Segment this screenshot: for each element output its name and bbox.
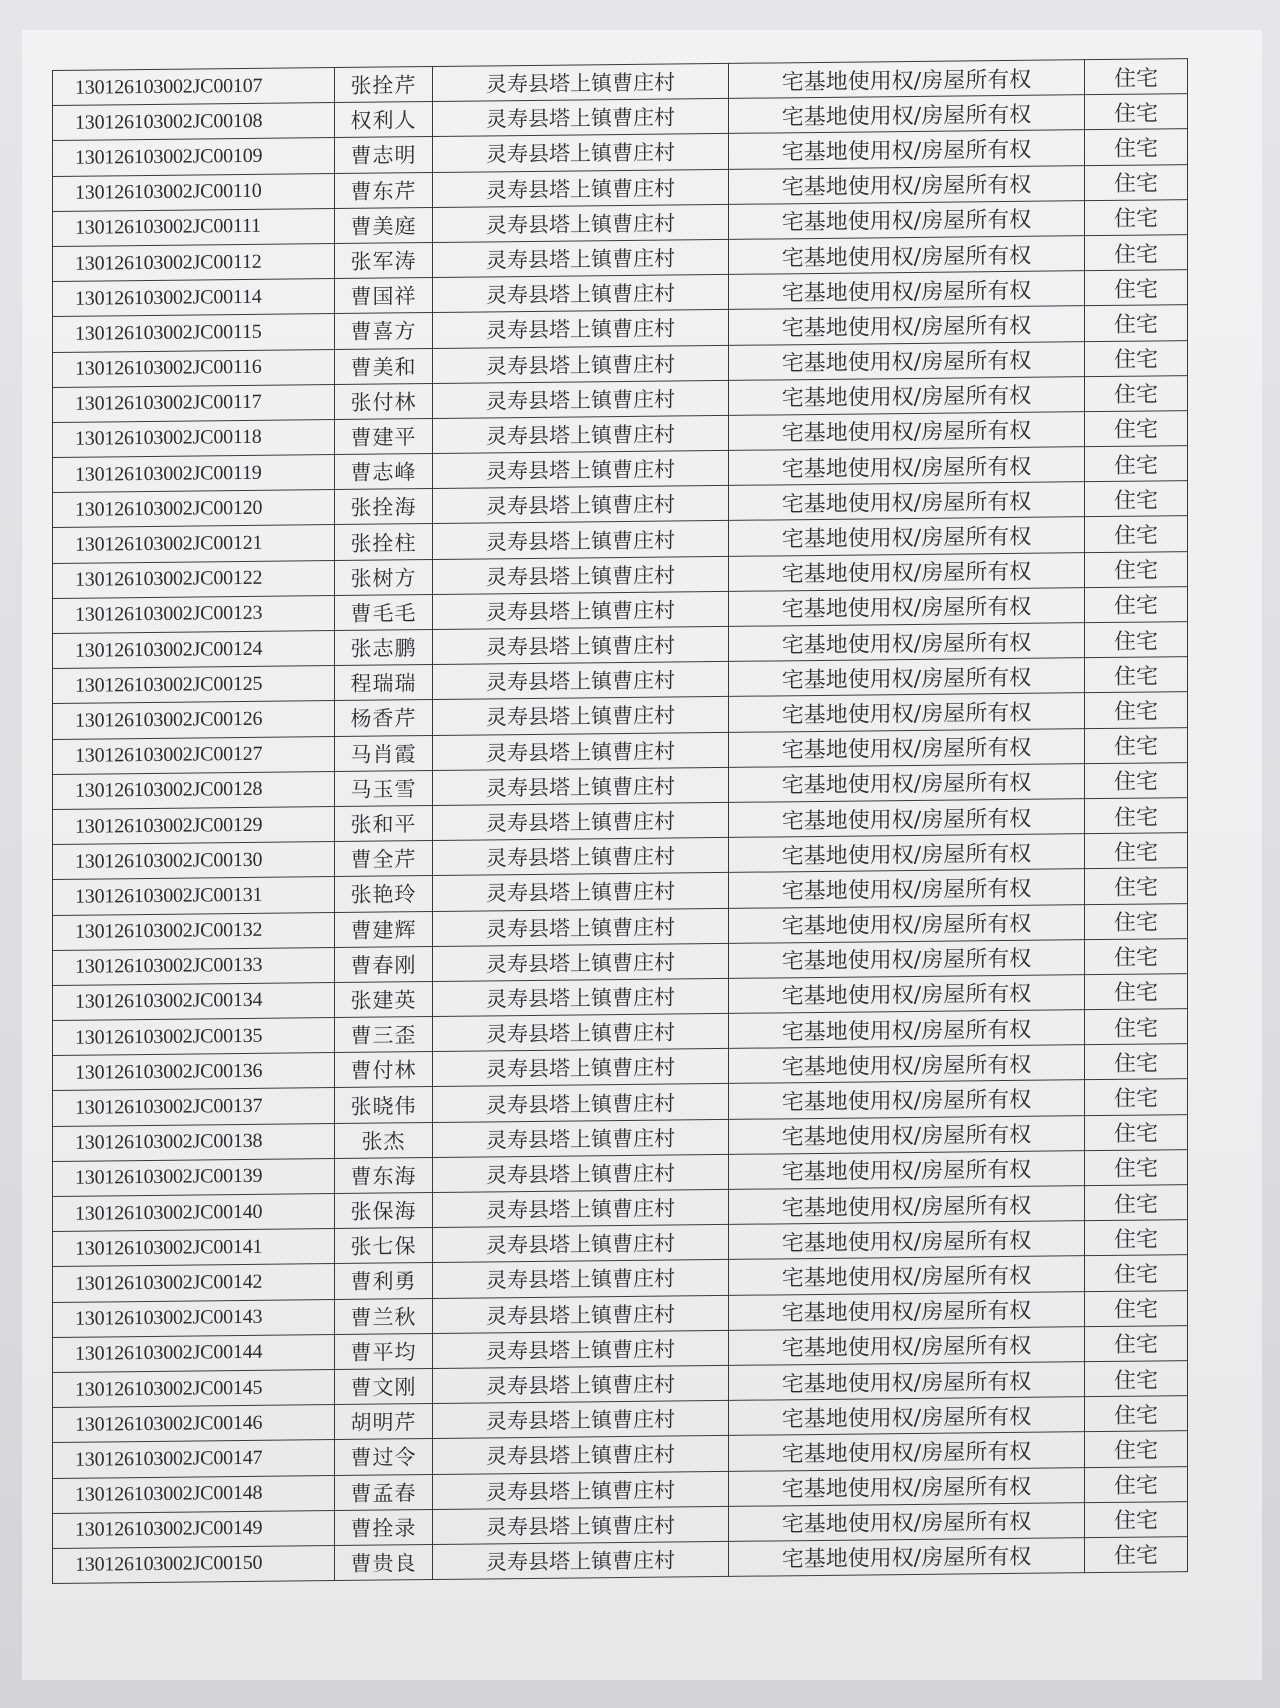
owner-name-cell: 曹兰秋 [335, 1298, 433, 1334]
land-use-cell: 住宅 [1085, 270, 1188, 306]
cadastral-code-cell: 130126103002JC00111 [53, 208, 335, 246]
right-type-cell: 宅基地使用权/房屋所有权 [729, 763, 1085, 802]
owner-name-cell: 曹美和 [335, 348, 433, 384]
cadastral-code-cell: 130126103002JC00134 [53, 982, 335, 1020]
right-type-cell: 宅基地使用权/房屋所有权 [729, 1502, 1085, 1541]
land-use-cell: 住宅 [1085, 727, 1188, 763]
right-type-cell: 宅基地使用权/房屋所有权 [729, 834, 1085, 873]
right-type-cell: 宅基地使用权/房屋所有权 [729, 412, 1085, 451]
right-type-cell: 宅基地使用权/房屋所有权 [729, 447, 1085, 486]
cadastral-code-cell: 130126103002JC00146 [53, 1405, 335, 1443]
location-cell: 灵寿县塔上镇曹庄村 [433, 275, 729, 313]
land-use-cell: 住宅 [1085, 1536, 1188, 1572]
cadastral-code-cell: 130126103002JC00122 [53, 560, 335, 598]
location-cell: 灵寿县塔上镇曹庄村 [433, 310, 729, 348]
location-cell: 灵寿县塔上镇曹庄村 [433, 345, 729, 383]
right-type-cell: 宅基地使用权/房屋所有权 [729, 939, 1085, 978]
location-cell: 灵寿县塔上镇曹庄村 [433, 1154, 729, 1192]
right-type-cell: 宅基地使用权/房屋所有权 [729, 130, 1085, 169]
location-cell: 灵寿县塔上镇曹庄村 [433, 978, 729, 1016]
location-cell: 灵寿县塔上镇曹庄村 [433, 1225, 729, 1263]
cadastral-code-cell: 130126103002JC00120 [53, 490, 335, 528]
cadastral-code-cell: 130126103002JC00143 [53, 1299, 335, 1337]
land-use-cell: 住宅 [1085, 938, 1188, 974]
cadastral-code-cell: 130126103002JC00115 [53, 314, 335, 352]
land-use-cell: 住宅 [1085, 164, 1188, 200]
owner-name-cell: 张军涛 [335, 242, 433, 278]
land-use-cell: 住宅 [1085, 1149, 1188, 1185]
location-cell: 灵寿县塔上镇曹庄村 [433, 1295, 729, 1333]
location-cell: 灵寿县塔上镇曹庄村 [433, 626, 729, 664]
owner-name-cell: 马肖霞 [335, 735, 433, 771]
location-cell: 灵寿县塔上镇曹庄村 [433, 838, 729, 876]
land-use-cell: 住宅 [1085, 410, 1188, 446]
location-cell: 灵寿县塔上镇曹庄村 [433, 1189, 729, 1227]
land-use-cell: 住宅 [1085, 1466, 1188, 1502]
right-type-cell: 宅基地使用权/房屋所有权 [729, 1397, 1085, 1436]
right-type-cell: 宅基地使用权/房屋所有权 [729, 341, 1085, 380]
cadastral-code-cell: 130126103002JC00148 [53, 1475, 335, 1513]
table-body [53, 59, 1188, 1584]
cadastral-code-cell: 130126103002JC00135 [53, 1018, 335, 1056]
right-type-cell: 宅基地使用权/房屋所有权 [729, 271, 1085, 310]
location-cell: 灵寿县塔上镇曹庄村 [433, 1330, 729, 1368]
location-cell: 灵寿县塔上镇曹庄村 [433, 662, 729, 700]
location-cell: 灵寿县塔上镇曹庄村 [433, 134, 729, 172]
cadastral-code-cell: 130126103002JC00112 [53, 243, 335, 281]
land-use-cell: 住宅 [1085, 1255, 1188, 1291]
cadastral-code-cell: 130126103002JC00147 [53, 1440, 335, 1478]
right-type-cell: 宅基地使用权/房屋所有权 [729, 1538, 1085, 1577]
cadastral-code-cell: 130126103002JC00137 [53, 1088, 335, 1126]
cadastral-code-cell: 130126103002JC00107 [53, 68, 335, 106]
cadastral-code-cell: 130126103002JC00132 [53, 912, 335, 950]
right-type-cell: 宅基地使用权/房屋所有权 [729, 200, 1085, 239]
location-cell: 灵寿县塔上镇曹庄村 [433, 1401, 729, 1439]
cadastral-code-cell: 130126103002JC00109 [53, 138, 335, 176]
right-type-cell: 宅基地使用权/房屋所有权 [729, 799, 1085, 838]
right-type-cell: 宅基地使用权/房屋所有权 [729, 60, 1085, 99]
land-use-cell: 住宅 [1085, 973, 1188, 1009]
land-use-cell: 住宅 [1085, 1431, 1188, 1467]
owner-name-cell: 曹建平 [335, 418, 433, 454]
right-type-cell: 宅基地使用权/房屋所有权 [729, 728, 1085, 767]
cadastral-code-cell: 130126103002JC00116 [53, 349, 335, 387]
owner-name-cell: 曹贵良 [335, 1544, 433, 1580]
cadastral-code-cell: 130126103002JC00127 [53, 736, 335, 774]
owner-name-cell: 张付林 [335, 383, 433, 419]
right-type-cell: 宅基地使用权/房屋所有权 [729, 623, 1085, 662]
location-cell: 灵寿县塔上镇曹庄村 [433, 99, 729, 137]
land-use-cell: 住宅 [1085, 692, 1188, 728]
right-type-cell: 宅基地使用权/房屋所有权 [729, 1467, 1085, 1506]
location-cell: 灵寿县塔上镇曹庄村 [433, 1084, 729, 1122]
land-use-cell: 住宅 [1085, 1220, 1188, 1256]
cadastral-code-cell: 130126103002JC00136 [53, 1053, 335, 1091]
right-type-cell: 宅基地使用权/房屋所有权 [729, 1186, 1085, 1225]
cadastral-code-cell: 130126103002JC00145 [53, 1369, 335, 1407]
cadastral-code-cell: 130126103002JC00110 [53, 173, 335, 211]
land-use-cell: 住宅 [1085, 1044, 1188, 1080]
cadastral-code-cell: 130126103002JC00133 [53, 947, 335, 985]
location-cell: 灵寿县塔上镇曹庄村 [433, 1013, 729, 1051]
right-type-cell: 宅基地使用权/房屋所有权 [729, 693, 1085, 732]
owner-name-cell: 曹平均 [335, 1333, 433, 1369]
owner-name-cell: 曹志明 [335, 137, 433, 173]
owner-name-cell: 曹文刚 [335, 1368, 433, 1404]
owner-name-cell: 曹国祥 [335, 278, 433, 314]
owner-name-cell: 曹毛毛 [335, 594, 433, 630]
location-cell: 灵寿县塔上镇曹庄村 [433, 802, 729, 840]
owner-name-cell: 张保海 [335, 1193, 433, 1229]
land-use-cell: 住宅 [1085, 199, 1188, 235]
location-cell: 灵寿县塔上镇曹庄村 [433, 1471, 729, 1509]
land-use-cell: 住宅 [1085, 586, 1188, 622]
right-type-cell: 宅基地使用权/房屋所有权 [729, 658, 1085, 697]
right-type-cell: 宅基地使用权/房屋所有权 [729, 165, 1085, 204]
owner-name-cell: 曹付林 [335, 1052, 433, 1088]
land-use-cell: 住宅 [1085, 798, 1188, 834]
right-type-cell: 宅基地使用权/房屋所有权 [729, 1150, 1085, 1189]
owner-name-cell: 张晓伟 [335, 1087, 433, 1123]
land-use-cell: 住宅 [1085, 551, 1188, 587]
right-type-cell: 宅基地使用权/房屋所有权 [729, 1080, 1085, 1119]
cadastral-code-cell: 130126103002JC00129 [53, 806, 335, 844]
land-use-cell: 住宅 [1085, 833, 1188, 869]
right-type-cell: 宅基地使用权/房屋所有权 [729, 95, 1085, 134]
owner-name-cell: 曹三歪 [335, 1017, 433, 1053]
cadastral-code-cell: 130126103002JC00125 [53, 666, 335, 704]
owner-name-cell: 张拴柱 [335, 524, 433, 560]
cadastral-code-cell: 130126103002JC00124 [53, 631, 335, 669]
right-type-cell: 宅基地使用权/房屋所有权 [729, 1326, 1085, 1365]
cadastral-code-cell: 130126103002JC00119 [53, 455, 335, 493]
location-cell: 灵寿县塔上镇曹庄村 [433, 908, 729, 946]
right-type-cell: 宅基地使用权/房屋所有权 [729, 1291, 1085, 1330]
land-use-cell: 住宅 [1085, 868, 1188, 904]
right-type-cell: 宅基地使用权/房屋所有权 [729, 1045, 1085, 1084]
owner-name-cell: 张拴芹 [335, 67, 433, 103]
owner-name-cell: 杨香芹 [335, 700, 433, 736]
owner-name-cell: 张七保 [335, 1228, 433, 1264]
land-use-cell: 住宅 [1085, 516, 1188, 552]
right-type-cell: 宅基地使用权/房屋所有权 [729, 975, 1085, 1014]
land-use-cell: 住宅 [1085, 1501, 1188, 1537]
location-cell: 灵寿县塔上镇曹庄村 [433, 63, 729, 101]
land-use-cell: 住宅 [1085, 94, 1188, 130]
location-cell: 灵寿县塔上镇曹庄村 [433, 1049, 729, 1087]
land-use-cell: 住宅 [1085, 1185, 1188, 1221]
land-use-cell: 住宅 [1085, 129, 1188, 165]
owner-name-cell: 马玉雪 [335, 770, 433, 806]
location-cell: 灵寿县塔上镇曹庄村 [433, 767, 729, 805]
property-rights-table [52, 58, 1188, 1584]
cadastral-code-cell: 130126103002JC00128 [53, 771, 335, 809]
location-cell: 灵寿县塔上镇曹庄村 [433, 486, 729, 524]
land-use-cell: 住宅 [1085, 1114, 1188, 1150]
right-type-cell: 宅基地使用权/房屋所有权 [729, 587, 1085, 626]
right-type-cell: 宅基地使用权/房屋所有权 [729, 1432, 1085, 1471]
owner-name-cell: 曹建辉 [335, 911, 433, 947]
right-type-cell: 宅基地使用权/房屋所有权 [729, 482, 1085, 521]
owner-name-cell: 权利人 [335, 102, 433, 138]
cadastral-code-cell: 130126103002JC00144 [53, 1334, 335, 1372]
land-use-cell: 住宅 [1085, 1396, 1188, 1432]
cadastral-code-cell: 130126103002JC00123 [53, 595, 335, 633]
cadastral-code-cell: 130126103002JC00142 [53, 1264, 335, 1302]
location-cell: 灵寿县塔上镇曹庄村 [433, 239, 729, 277]
right-type-cell: 宅基地使用权/房屋所有权 [729, 306, 1085, 345]
right-type-cell: 宅基地使用权/房屋所有权 [729, 1221, 1085, 1260]
owner-name-cell: 张艳玲 [335, 876, 433, 912]
cadastral-code-cell: 130126103002JC00117 [53, 384, 335, 422]
land-use-cell: 住宅 [1085, 1325, 1188, 1361]
location-cell: 灵寿县塔上镇曹庄村 [433, 380, 729, 418]
location-cell: 灵寿县塔上镇曹庄村 [433, 204, 729, 242]
land-use-cell: 住宅 [1085, 59, 1188, 95]
cadastral-code-cell: 130126103002JC00149 [53, 1510, 335, 1548]
cadastral-code-cell: 130126103002JC00139 [53, 1158, 335, 1196]
cadastral-code-cell: 130126103002JC00108 [53, 103, 335, 141]
owner-name-cell: 曹喜方 [335, 313, 433, 349]
owner-name-cell: 张树方 [335, 559, 433, 595]
owner-name-cell: 曹利勇 [335, 1263, 433, 1299]
land-use-cell: 住宅 [1085, 235, 1188, 271]
cadastral-code-cell: 130126103002JC00138 [53, 1123, 335, 1161]
owner-name-cell: 张杰 [335, 1122, 433, 1158]
land-use-cell: 住宅 [1085, 1009, 1188, 1045]
location-cell: 灵寿县塔上镇曹庄村 [433, 1541, 729, 1579]
location-cell: 灵寿县塔上镇曹庄村 [433, 1436, 729, 1474]
land-use-cell: 住宅 [1085, 1079, 1188, 1115]
location-cell: 灵寿县塔上镇曹庄村 [433, 697, 729, 735]
owner-name-cell: 曹拴录 [335, 1509, 433, 1545]
location-cell: 灵寿县塔上镇曹庄村 [433, 1260, 729, 1298]
right-type-cell: 宅基地使用权/房屋所有权 [729, 1115, 1085, 1154]
location-cell: 灵寿县塔上镇曹庄村 [433, 450, 729, 488]
owner-name-cell: 张拴海 [335, 489, 433, 525]
owner-name-cell: 程瑞瑞 [335, 665, 433, 701]
owner-name-cell: 曹全芹 [335, 841, 433, 877]
location-cell: 灵寿县塔上镇曹庄村 [433, 1365, 729, 1403]
location-cell: 灵寿县塔上镇曹庄村 [433, 1119, 729, 1157]
owner-name-cell: 曹过令 [335, 1439, 433, 1475]
location-cell: 灵寿县塔上镇曹庄村 [433, 732, 729, 770]
cadastral-code-cell: 130126103002JC00131 [53, 877, 335, 915]
right-type-cell: 宅基地使用权/房屋所有权 [729, 376, 1085, 415]
land-use-cell: 住宅 [1085, 375, 1188, 411]
cadastral-code-cell: 130126103002JC00140 [53, 1194, 335, 1232]
land-use-cell: 住宅 [1085, 903, 1188, 939]
cadastral-code-cell: 130126103002JC00114 [53, 279, 335, 317]
right-type-cell: 宅基地使用权/房屋所有权 [729, 1010, 1085, 1049]
land-use-cell: 住宅 [1085, 622, 1188, 658]
land-use-cell: 住宅 [1085, 446, 1188, 482]
land-use-cell: 住宅 [1085, 481, 1188, 517]
owner-name-cell: 张建英 [335, 981, 433, 1017]
owner-name-cell: 曹东海 [335, 1157, 433, 1193]
owner-name-cell: 曹美庭 [335, 207, 433, 243]
owner-name-cell: 曹东芹 [335, 172, 433, 208]
cadastral-code-cell: 130126103002JC00141 [53, 1229, 335, 1267]
land-use-cell: 住宅 [1085, 340, 1188, 376]
location-cell: 灵寿县塔上镇曹庄村 [433, 1506, 729, 1544]
cadastral-code-cell: 130126103002JC00130 [53, 842, 335, 880]
owner-name-cell: 张和平 [335, 805, 433, 841]
right-type-cell: 宅基地使用权/房屋所有权 [729, 236, 1085, 275]
land-use-cell: 住宅 [1085, 1361, 1188, 1397]
location-cell: 灵寿县塔上镇曹庄村 [433, 556, 729, 594]
cadastral-code-cell: 130126103002JC00126 [53, 701, 335, 739]
land-use-cell: 住宅 [1085, 657, 1188, 693]
location-cell: 灵寿县塔上镇曹庄村 [433, 521, 729, 559]
right-type-cell: 宅基地使用权/房屋所有权 [729, 517, 1085, 556]
location-cell: 灵寿县塔上镇曹庄村 [433, 169, 729, 207]
owner-name-cell: 曹春刚 [335, 946, 433, 982]
location-cell: 灵寿县塔上镇曹庄村 [433, 873, 729, 911]
right-type-cell: 宅基地使用权/房屋所有权 [729, 552, 1085, 591]
cadastral-code-cell: 130126103002JC00150 [53, 1545, 335, 1583]
cadastral-code-cell: 130126103002JC00118 [53, 419, 335, 457]
land-use-cell: 住宅 [1085, 762, 1188, 798]
right-type-cell: 宅基地使用权/房屋所有权 [729, 869, 1085, 908]
location-cell: 灵寿县塔上镇曹庄村 [433, 591, 729, 629]
owner-name-cell: 张志鹏 [335, 630, 433, 666]
location-cell: 灵寿县塔上镇曹庄村 [433, 943, 729, 981]
land-use-cell: 住宅 [1085, 1290, 1188, 1326]
cadastral-code-cell: 130126103002JC00121 [53, 525, 335, 563]
right-type-cell: 宅基地使用权/房屋所有权 [729, 1256, 1085, 1295]
location-cell: 灵寿县塔上镇曹庄村 [433, 415, 729, 453]
right-type-cell: 宅基地使用权/房屋所有权 [729, 904, 1085, 943]
owner-name-cell: 曹志峰 [335, 454, 433, 490]
right-type-cell: 宅基地使用权/房屋所有权 [729, 1362, 1085, 1401]
owner-name-cell: 胡明芹 [335, 1404, 433, 1440]
land-use-cell: 住宅 [1085, 305, 1188, 341]
owner-name-cell: 曹孟春 [335, 1474, 433, 1510]
